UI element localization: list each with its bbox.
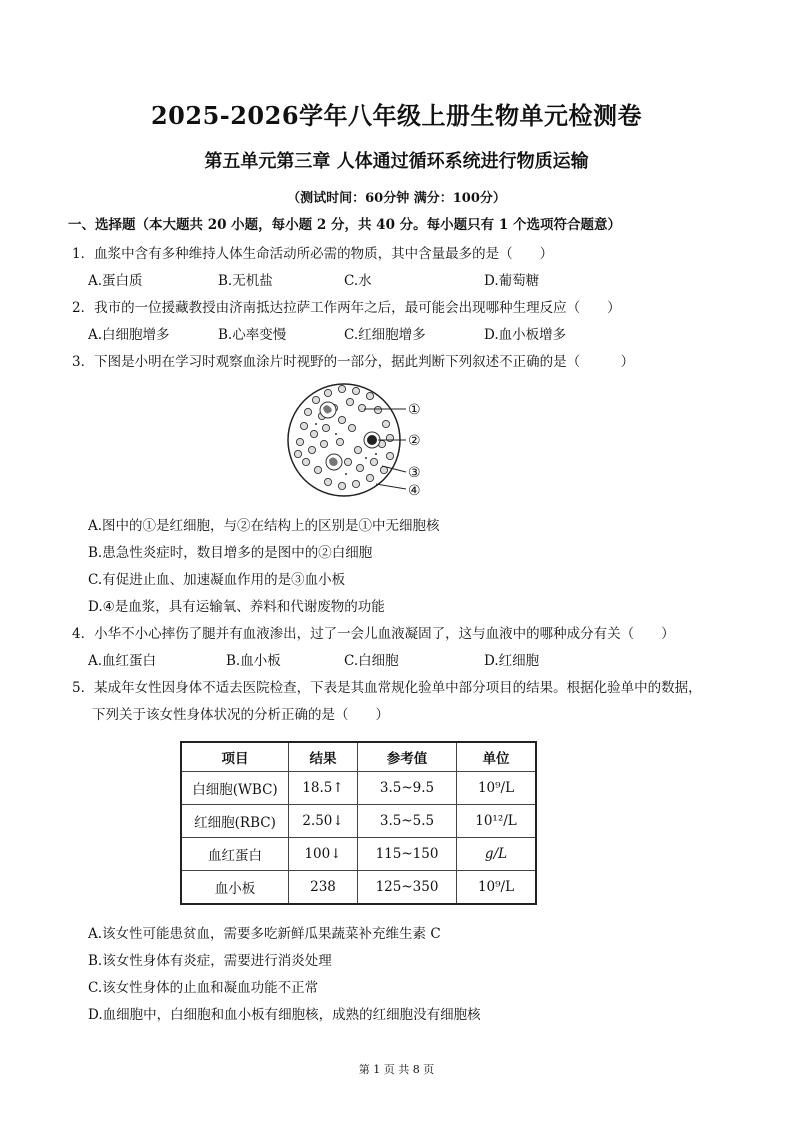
q4-option-a[interactable]: A.血红蛋白 — [88, 653, 157, 669]
table-cell: 3.5~5.5 — [358, 805, 457, 838]
question-2-options — [88, 323, 688, 343]
label-1: ① — [408, 402, 421, 418]
blood-test-table — [180, 741, 537, 905]
table-header: 单位 — [457, 742, 537, 772]
section-heading: 一、选择题（本大题共 20 小题，每小题 2 分，共 40 分。每小题只有 1 个选项符合题意） — [68, 217, 621, 233]
q2-option-c[interactable]: C.红细胞增多 — [344, 327, 426, 343]
q4-option-d[interactable]: D.红细胞 — [484, 653, 540, 669]
table-cell: 3.5~9.5 — [358, 772, 457, 805]
blood-smear-diagram — [286, 378, 446, 503]
q4-option-b[interactable]: B.血小板 — [226, 653, 281, 669]
q3-option-d[interactable]: D.④是血浆，具有运输氧、养料和代谢废物的功能 — [88, 599, 385, 615]
q5-option-b[interactable]: B.该女性身体有炎症，需要进行消炎处理 — [88, 953, 332, 969]
table-cell: 100↓ — [289, 838, 358, 871]
table-cell: 125~350 — [358, 871, 457, 905]
table-header: 参考值 — [358, 742, 457, 772]
q5-option-d[interactable]: D.血细胞中，白细胞和血小板有细胞核，成熟的红细胞没有细胞核 — [88, 1007, 481, 1023]
table-cell: 115~150 — [358, 838, 457, 871]
label-2: ② — [408, 433, 421, 449]
label-4: ④ — [408, 483, 421, 499]
q3-option-a[interactable]: A.图中的①是红细胞，与②在结构上的区别是①中无细胞核 — [88, 518, 440, 534]
table-row — [181, 772, 536, 805]
q5-option-c[interactable]: C.该女性身体的止血和凝血功能不正常 — [88, 980, 319, 996]
q3-option-b[interactable]: B.患急性炎症时，数目增多的是图中的②白细胞 — [88, 545, 373, 561]
q2-option-b[interactable]: B.心率变慢 — [218, 327, 287, 343]
table-header-row — [181, 742, 536, 772]
q4-option-c[interactable]: C.白细胞 — [344, 653, 399, 669]
q2-option-a[interactable]: A.白细胞增多 — [88, 327, 170, 343]
page-footer: 第 1 页 共 8 页 — [358, 1063, 435, 1076]
question-3-text: 3．下图是小明在学习时观察血涂片时视野的一部分，据此判断下列叙述不正确的是（ ） — [72, 354, 635, 370]
table-cell: 10⁹/L — [457, 772, 537, 805]
q3-option-c[interactable]: C.有促进止血、加速凝血作用的是③血小板 — [88, 572, 346, 588]
table-row — [181, 838, 536, 871]
table-header: 结果 — [289, 742, 358, 772]
question-1-options — [88, 269, 688, 289]
question-4-text: 4．小华不小心摔伤了腿并有血液渗出，过了一会儿血液凝固了，这与血液中的哪种成分有关（ ） — [72, 626, 675, 642]
table-cell: 2.50↓ — [289, 805, 358, 838]
table-row — [181, 871, 536, 905]
table-cell: 血红蛋白 — [181, 838, 289, 871]
table-cell: 18.5↑ — [289, 772, 358, 805]
q1-option-b[interactable]: B.无机盐 — [218, 273, 273, 289]
exam-meta: （测试时间：60分钟 满分：100分） — [287, 191, 506, 206]
diagram-labels — [408, 402, 421, 499]
q5-option-a[interactable]: A.该女性可能患贫血，需要多吃新鲜瓜果蔬菜补充维生素 C — [88, 926, 441, 942]
table-header: 项目 — [181, 742, 289, 772]
question-5-text-line-1: 5．某成年女性因身体不适去医院检查，下表是其血常规化验单中部分项目的结果。根据化验单中的数据， — [72, 680, 702, 696]
q1-option-a[interactable]: A.蛋白质 — [88, 273, 143, 289]
question-1-text: 1．血浆中含有多种维持人体生命活动所必需的物质，其中含量最多的是（ ） — [72, 246, 554, 262]
exam-title: 2025-2026学年八年级上册生物单元检测卷 — [150, 101, 643, 130]
exam-subtitle: 第五单元第三章 人体通过循环系统进行物质运输 — [204, 151, 589, 172]
question-2-text: 2．我市的一位援藏教授由济南抵达拉萨工作两年之后，最可能会出现哪种生理反应（ ） — [72, 300, 621, 316]
q1-option-d[interactable]: D.葡萄糖 — [484, 273, 540, 289]
table-row — [181, 805, 536, 838]
label-3: ③ — [408, 465, 421, 481]
table-cell: 10⁹/L — [457, 871, 537, 905]
table-cell: 血小板 — [181, 871, 289, 905]
table-cell: 238 — [289, 871, 358, 905]
table-cell: 白细胞(WBC) — [181, 772, 289, 805]
q1-option-c[interactable]: C.水 — [344, 273, 372, 289]
question-4-options — [88, 649, 688, 669]
table-cell: g/L — [457, 838, 537, 871]
table-cell: 10¹²/L — [457, 805, 537, 838]
q2-option-d[interactable]: D.血小板增多 — [484, 327, 567, 343]
question-5-text-line-2: 下列关于该女性身体状况的分析正确的是（ ） — [92, 707, 389, 723]
table-cell: 红细胞(RBC) — [181, 805, 289, 838]
